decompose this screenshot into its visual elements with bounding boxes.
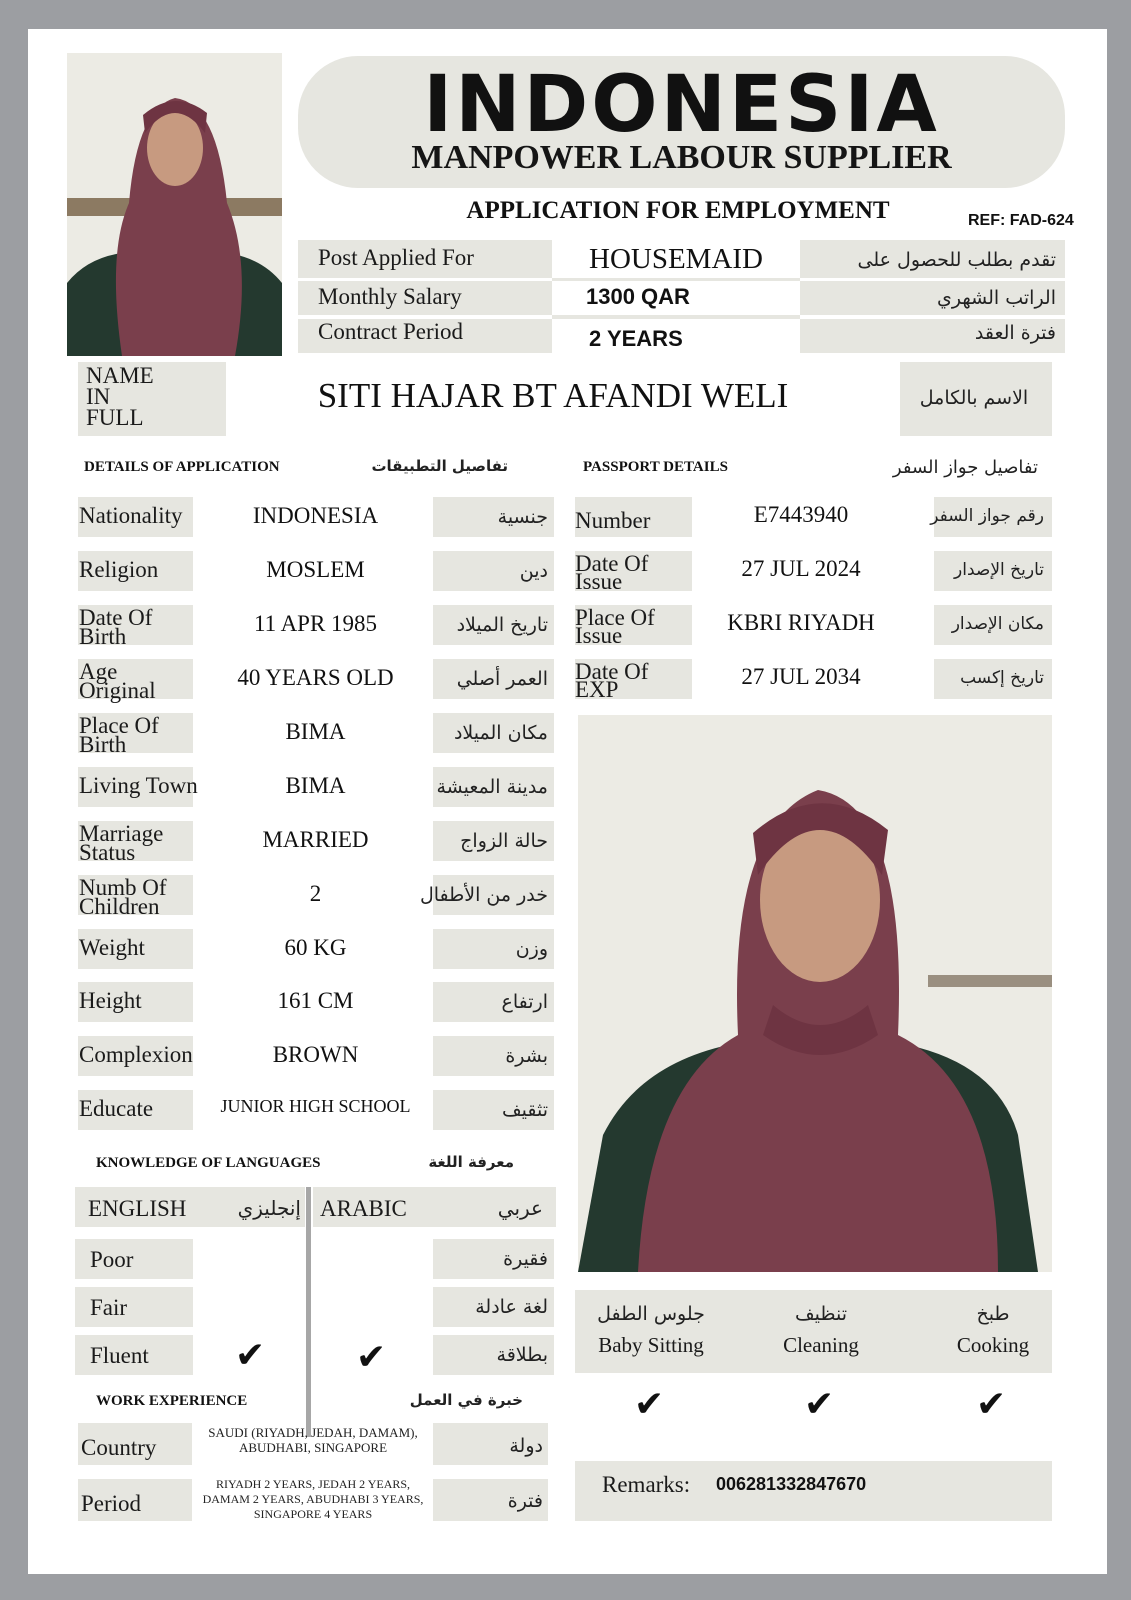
language-level-label: Fair [90, 1295, 128, 1320]
application-field-label-line2: Children [79, 894, 160, 919]
name-label-1: NAME [86, 363, 154, 388]
post-value: HOUSEMAID [589, 243, 763, 275]
passport-field-label: Place Of [575, 605, 655, 630]
language-level-label-ar: فقيرة [503, 1248, 548, 1270]
application-field-label-ar: تاريخ الميلاد [456, 614, 548, 636]
application-field-label: Living Town [79, 773, 198, 798]
passport-field-value: 27 JUL 2024 [741, 556, 861, 581]
company-title: MANPOWER LABOUR SUPPLIER [411, 139, 952, 176]
passport-field-value: E7443940 [753, 502, 849, 527]
application-field-value: MOSLEM [266, 557, 365, 582]
english-label: ENGLISH [88, 1196, 187, 1221]
passport-field-label-line2: Issue [575, 623, 623, 648]
passport-field-value: KBRI RIYADH [727, 610, 875, 635]
application-field-label-ar: خدر من الأطفال [419, 884, 548, 906]
application-field-value: 2 [309, 881, 322, 906]
language-level-label-ar: بطلاقة [496, 1344, 548, 1366]
application-field-value: JUNIOR HIGH SCHOOL [220, 1096, 411, 1116]
application-field-value: MARRIED [262, 827, 369, 852]
work-period-ar: فترة [507, 1490, 543, 1512]
applicant-photo-small [67, 53, 282, 356]
post-value-divider-1 [552, 278, 800, 281]
application-field-label-ar: حالة الزواج [460, 830, 548, 852]
application-field-value: 60 KG [284, 935, 347, 960]
reference-number: REF: FAD-624 [968, 212, 1074, 229]
application-field-label-ar: بشرة [505, 1045, 548, 1067]
passport-section-title-ar: تفاصيل جواز السفر [892, 457, 1038, 478]
contract-value: 2 YEARS [589, 326, 683, 351]
passport-field-label-line2: EXP [575, 677, 619, 702]
remarks-label: Remarks: [602, 1472, 691, 1497]
work-country-value-1: SAUDI (RIYADH, JEDAH, DAMAM), [208, 1425, 418, 1440]
work-country-value-2: ABUDHABI, SINGAPORE [238, 1440, 388, 1455]
passport-field-label: Number [575, 508, 651, 533]
work-section-title: WORK EXPERIENCE [96, 1393, 248, 1409]
passport-section-title: PASSPORT DETAILS [583, 459, 728, 475]
application-field-label: Place Of [79, 713, 159, 738]
name-label-ar: الاسم بالكامل [919, 387, 1029, 409]
work-period-label: Period [81, 1491, 142, 1516]
languages-section-title-ar: معرفة اللغة [428, 1153, 514, 1171]
english-label-ar: إنجليزي [237, 1196, 301, 1220]
form-title: APPLICATION FOR EMPLOYMENT [466, 197, 890, 224]
application-field-label-ar: وزن [515, 938, 548, 960]
application-field-value: BIMA [285, 773, 346, 798]
application-field-label-ar: مكان الميلاد [453, 722, 548, 744]
work-period-value-1: RIYADH 2 YEARS, JEDAH 2 YEARS, [215, 1477, 411, 1491]
contract-label: Contract Period [318, 319, 463, 344]
application-field-label: Date Of [79, 605, 153, 630]
application-field-label-ar: ارتفاع [501, 991, 548, 1013]
language-level-label: Fluent [90, 1343, 149, 1368]
language-level-label: Poor [90, 1247, 134, 1272]
application-field-label-ar: العمر أصلي [456, 668, 548, 690]
application-field-label-ar: جنسية [497, 506, 548, 528]
post-label: Post Applied For [318, 245, 474, 270]
work-country-label: Country [81, 1435, 157, 1460]
applicant-photo-large [578, 715, 1052, 1272]
post-value-divider-2 [552, 315, 800, 319]
application-field-label-line2: Birth [79, 624, 127, 649]
work-period-value-3: SINGAPORE 4 YEARS [253, 1507, 373, 1521]
application-field-label-ar: تثقيف [501, 1099, 548, 1121]
passport-field-label: Date Of [575, 659, 649, 684]
passport-field-value: 27 JUL 2034 [741, 664, 861, 689]
application-field-label: Marriage [79, 821, 164, 846]
application-field-label-ar: مدينة المعيشة [436, 776, 548, 798]
skill-label: Baby Sitting [598, 1333, 704, 1357]
application-form [28, 29, 1107, 1574]
skill-label-ar: تنظيف [794, 1303, 847, 1325]
application-field-label-ar: دين [519, 560, 548, 582]
passport-field-label-ar: رقم جواز السفر [930, 506, 1044, 526]
remarks-value: 006281332847670 [716, 1474, 867, 1494]
language-column-divider [306, 1187, 311, 1437]
application-field-value: BROWN [272, 1042, 359, 1067]
work-period-value-2: DAMAM 2 YEARS, ABUDHABI 3 YEARS, [202, 1492, 424, 1506]
language-level-label-ar: لغة عادلة [475, 1296, 548, 1318]
salary-value: 1300 QAR [586, 284, 690, 309]
application-field-label: Height [79, 988, 142, 1013]
contract-label-ar: فترة العقد [974, 322, 1056, 344]
passport-field-label-line2: Issue [575, 569, 623, 594]
skill-label: Cleaning [783, 1333, 859, 1357]
skill-check-icon: ✔ [976, 1384, 1007, 1425]
arabic-label-ar: عربي [497, 1196, 543, 1220]
skill-label-ar: جلوس الطفل [597, 1303, 705, 1325]
skill-check-icon: ✔ [634, 1384, 665, 1425]
application-field-label: Educate [79, 1096, 154, 1121]
salary-label: Monthly Salary [318, 284, 462, 309]
passport-field-label-ar: مكان الإصدار [951, 614, 1044, 634]
languages-section-title: KNOWLEDGE OF LANGUAGES [96, 1155, 321, 1171]
name-label-2: IN [86, 384, 111, 409]
work-country-ar: دولة [509, 1435, 543, 1457]
arabic-fluent-check-icon: ✔ [356, 1337, 387, 1378]
post-label-ar: تقدم بطلب للحصول على [857, 249, 1056, 271]
application-field-label: Weight [79, 935, 145, 960]
application-field-label-line2: Birth [79, 732, 127, 757]
application-field-value: BIMA [285, 719, 346, 744]
application-field-label: Age [79, 659, 118, 684]
country-title: INDONESIA [423, 60, 940, 150]
application-field-label-line2: Status [79, 840, 136, 865]
application-section-title: DETAILS OF APPLICATION [84, 459, 280, 475]
application-field-value: INDONESIA [252, 503, 379, 528]
passport-field-label-ar: تاريخ إكسب [960, 668, 1044, 688]
arabic-label: ARABIC [320, 1196, 407, 1221]
work-section-title-ar: خبرة في العمل [409, 1391, 523, 1409]
application-field-label-line2: Original [79, 678, 156, 703]
skill-check-icon: ✔ [804, 1384, 835, 1425]
name-label-3: FULL [86, 405, 144, 430]
application-field-value: 40 YEARS OLD [237, 665, 394, 690]
application-field-label: Nationality [79, 503, 183, 528]
skill-label-ar: طبخ [976, 1303, 1010, 1325]
application-field-label: Complexion [79, 1042, 193, 1067]
full-name-value: SITI HAJAR BT AFANDI WELI [317, 376, 789, 415]
application-field-label: Religion [79, 557, 159, 582]
english-fluent-check-icon: ✔ [235, 1335, 266, 1376]
skill-label: Cooking [956, 1333, 1030, 1357]
passport-field-label-ar: تاريخ الإصدار [954, 560, 1044, 580]
application-field-value: 161 CM [277, 988, 354, 1013]
passport-field-label: Date Of [575, 551, 649, 576]
application-section-title-ar: تفاصيل التطبيقات [371, 457, 508, 475]
application-field-label: Numb Of [79, 875, 167, 900]
application-field-value: 11 APR 1985 [253, 611, 378, 636]
salary-label-ar: الراتب الشهري [937, 287, 1056, 309]
